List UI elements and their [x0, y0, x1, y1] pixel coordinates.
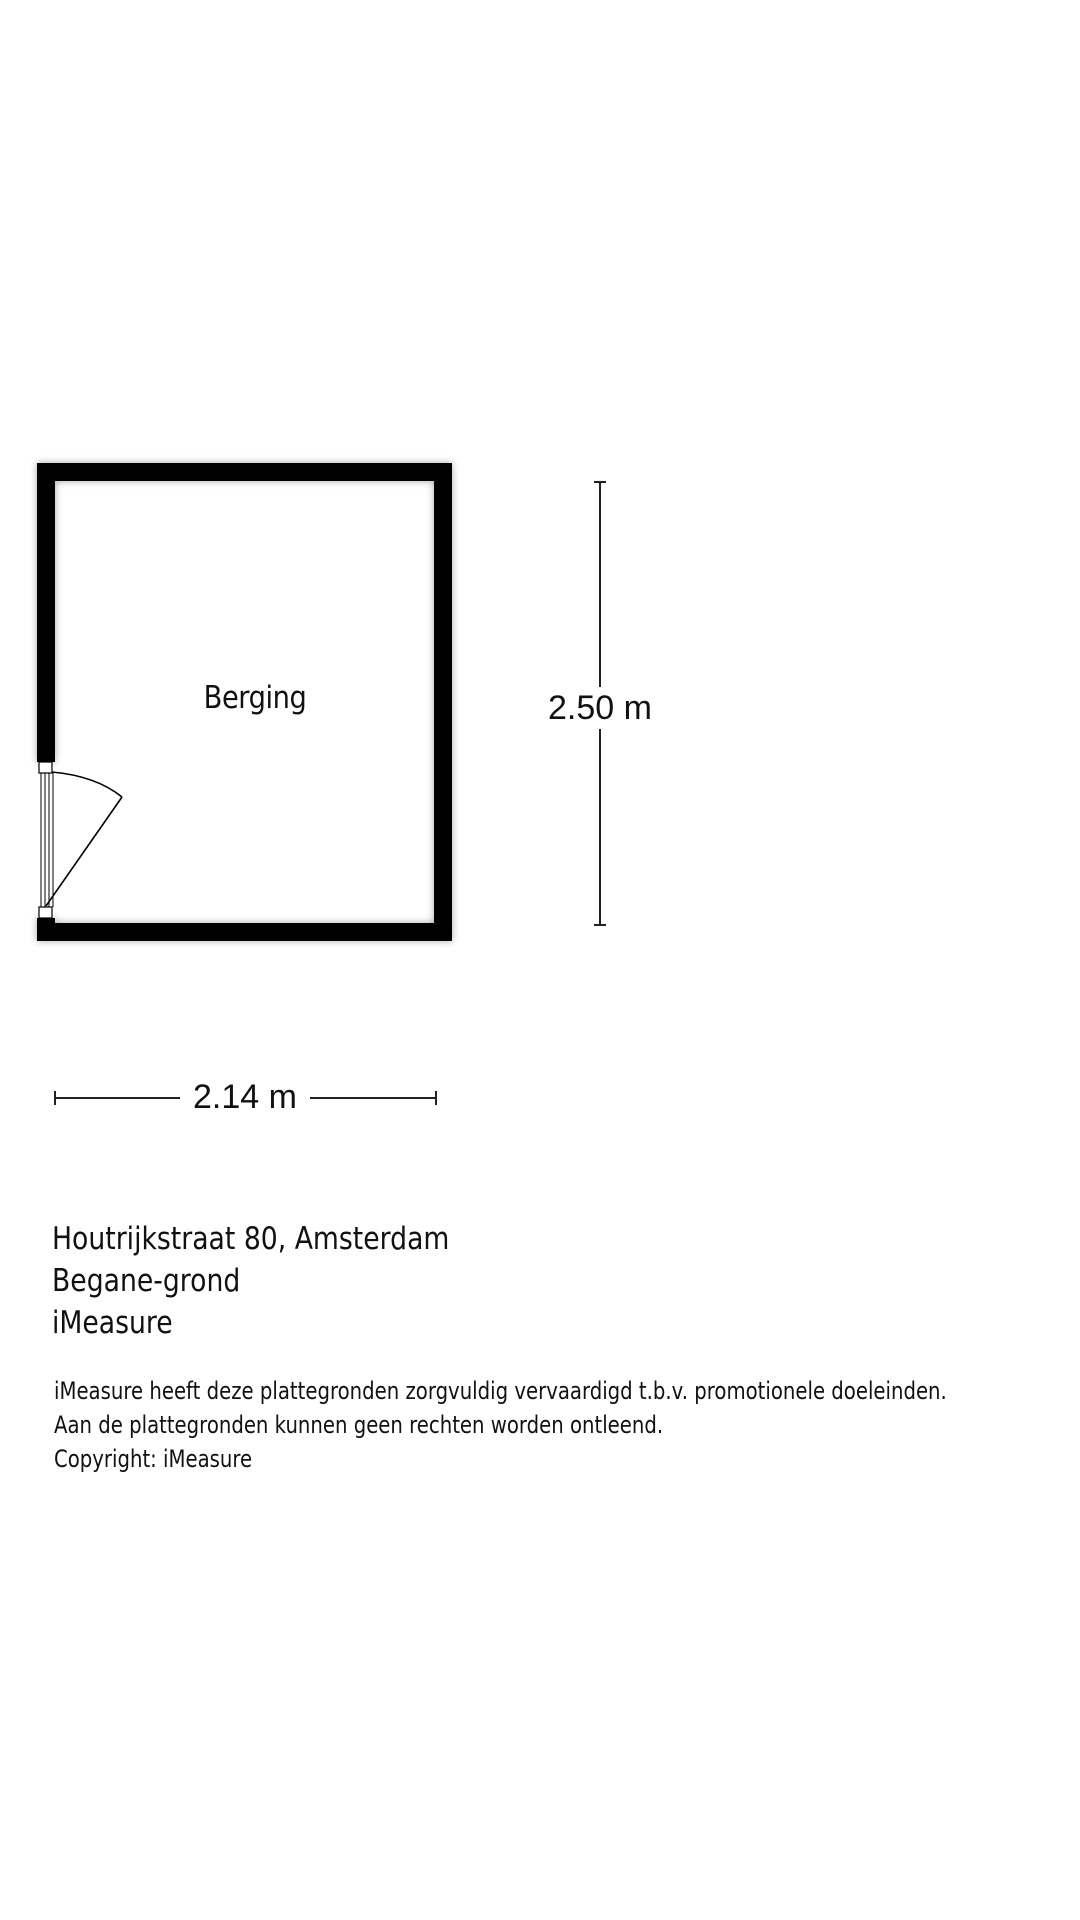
disclaimer-line-1: iMeasure heeft deze plattegronden zorgvuldig vervaardigd t.b.v. promotionele doeleinden. — [54, 1377, 947, 1405]
copyright-text: Copyright: iMeasure — [54, 1445, 253, 1473]
wall-right — [434, 463, 452, 941]
door-leaf — [46, 797, 122, 906]
door — [39, 762, 122, 918]
property-info — [52, 1218, 514, 1344]
room-label: Berging — [203, 680, 307, 716]
company-text: iMeasure — [52, 1305, 173, 1341]
address-text: Houtrijkstraat 80, Amsterdam — [52, 1221, 450, 1257]
width-dimension-label: 2.14 m — [180, 1078, 310, 1116]
wall-top — [37, 463, 452, 481]
wall-left-lower — [37, 918, 55, 941]
door-jamb-bottom — [39, 907, 52, 918]
wall-bottom — [37, 923, 452, 941]
door-swing-arc — [52, 772, 122, 797]
floor-text: Begane-grond — [52, 1263, 241, 1299]
height-dimension-label: 2.50 m — [540, 687, 660, 729]
disclaimer-line-2: Aan de plattegronden kunnen geen rechten worden ontleend. — [54, 1411, 664, 1439]
door-jamb-top — [39, 762, 52, 773]
disclaimer — [54, 1374, 1080, 1476]
wall-left-upper — [37, 463, 55, 762]
